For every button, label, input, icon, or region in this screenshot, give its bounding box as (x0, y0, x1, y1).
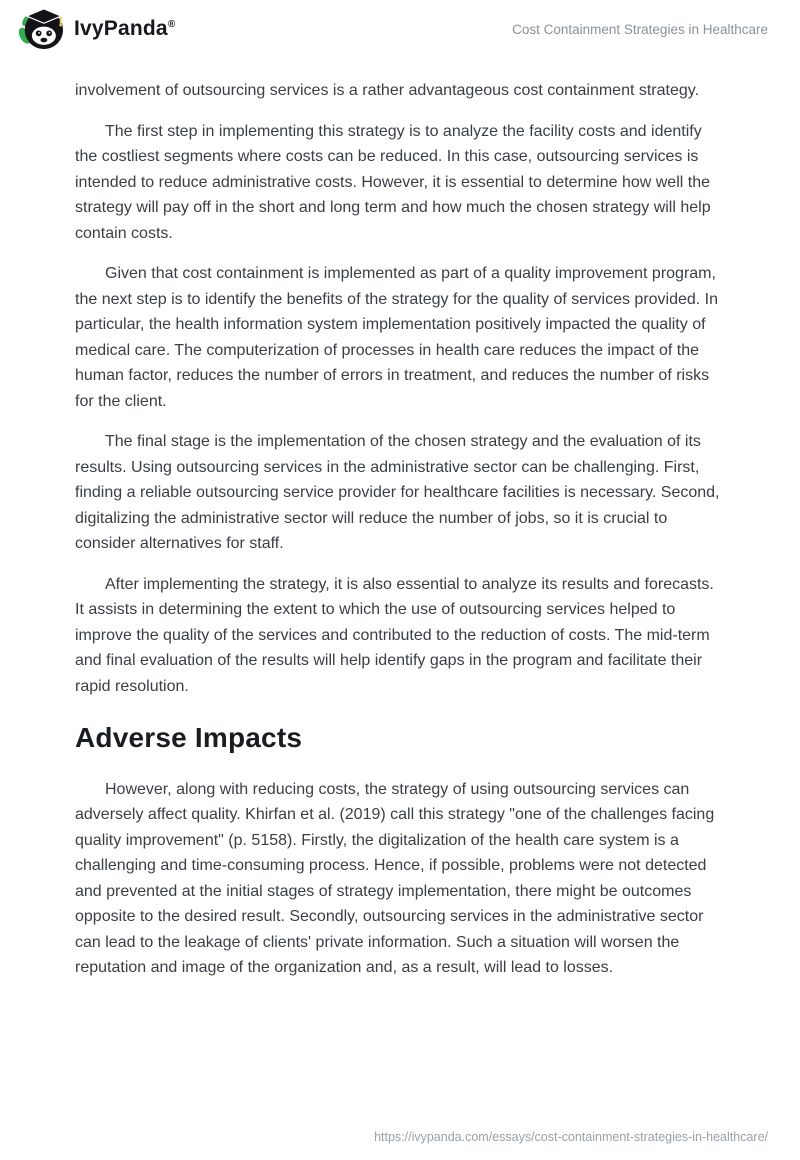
registered-trademark: ® (167, 19, 176, 30)
essay-paragraph: The final stage is the implementation of the chosen strategy and the evaluation of its results. Using outsourcing services in the administrative sector can be challenging. First, finding a reliable outsourcing service provider for healthcare facilities is necessary. Second, digitalizing the administrative sector will reduce the number of jobs, so it is crucial to consider alternatives for staff. (75, 433, 720, 552)
ivypanda-panda-logo-icon (18, 6, 64, 52)
essay-paragraph: Given that cost containment is implemented as part of a quality improvement program, the next step is to identify the benefits of the strategy for the quality of services provided. In particular, the health information system implementation positively impacted the quality of medical care. The computerization of processes in health care reduces the impact of the human factor, reduces the number of errors in treatment, and reduces the number of risks for the client. (75, 265, 719, 410)
essay-paragraph: After implementing the strategy, it is also essential to analyze its results and forecasts. It assists in determining the extent to which the use of outsourcing services helped to improve the quality of the services and contributed to the reduction of costs. The mid-term and final evaluation of the results will help identify gaps in the program and facilitate their rapid resolution. (75, 575, 714, 695)
page-header (0, 0, 800, 58)
essay-paragraph: The first step in implementing this strategy is to analyze the facility costs and identify the costliest segments where costs can be reduced. In this case, outsourcing services is intended to reduce administrative costs. However, it is essential to determine how well the strategy will pay off in the short and long term and how much the chosen strategy will help contain costs. (75, 122, 711, 242)
page-footer (374, 1130, 768, 1144)
section-heading-adverse-impacts: Adverse Impacts (75, 722, 303, 753)
source-url-link[interactable]: https://ivypanda.com/essays/cost-containment-strategies-in-healthcare/ (374, 1130, 768, 1144)
brand (18, 6, 175, 52)
essay-content (0, 58, 800, 981)
essay-paragraph: involvement of outsourcing services is a rather advantageous cost containment strategy. (75, 82, 700, 99)
essay-paragraph: However, along with reducing costs, the strategy of using outsourcing services can adversely affect quality. Khirfan et al. (2019) call this strategy "one of the challenges facing quality improvement" (p. 5158). Firstly, the digitalization of the health care system is a challenging and time-consuming process. Hence, if possible, problems were not detected and prevented at the initial stages of strategy implementation, there might be outcomes opposite to the desired result. Secondly, outsourcing services in the administrative sector can lead to the leakage of clients' private information. Such a situation will worsen the reputation and image of the organization and, as a result, will lead to losses. (75, 780, 715, 976)
document-title: Cost Containment Strategies in Healthcare (512, 21, 768, 37)
brand-name: IvyPanda® (74, 17, 176, 40)
